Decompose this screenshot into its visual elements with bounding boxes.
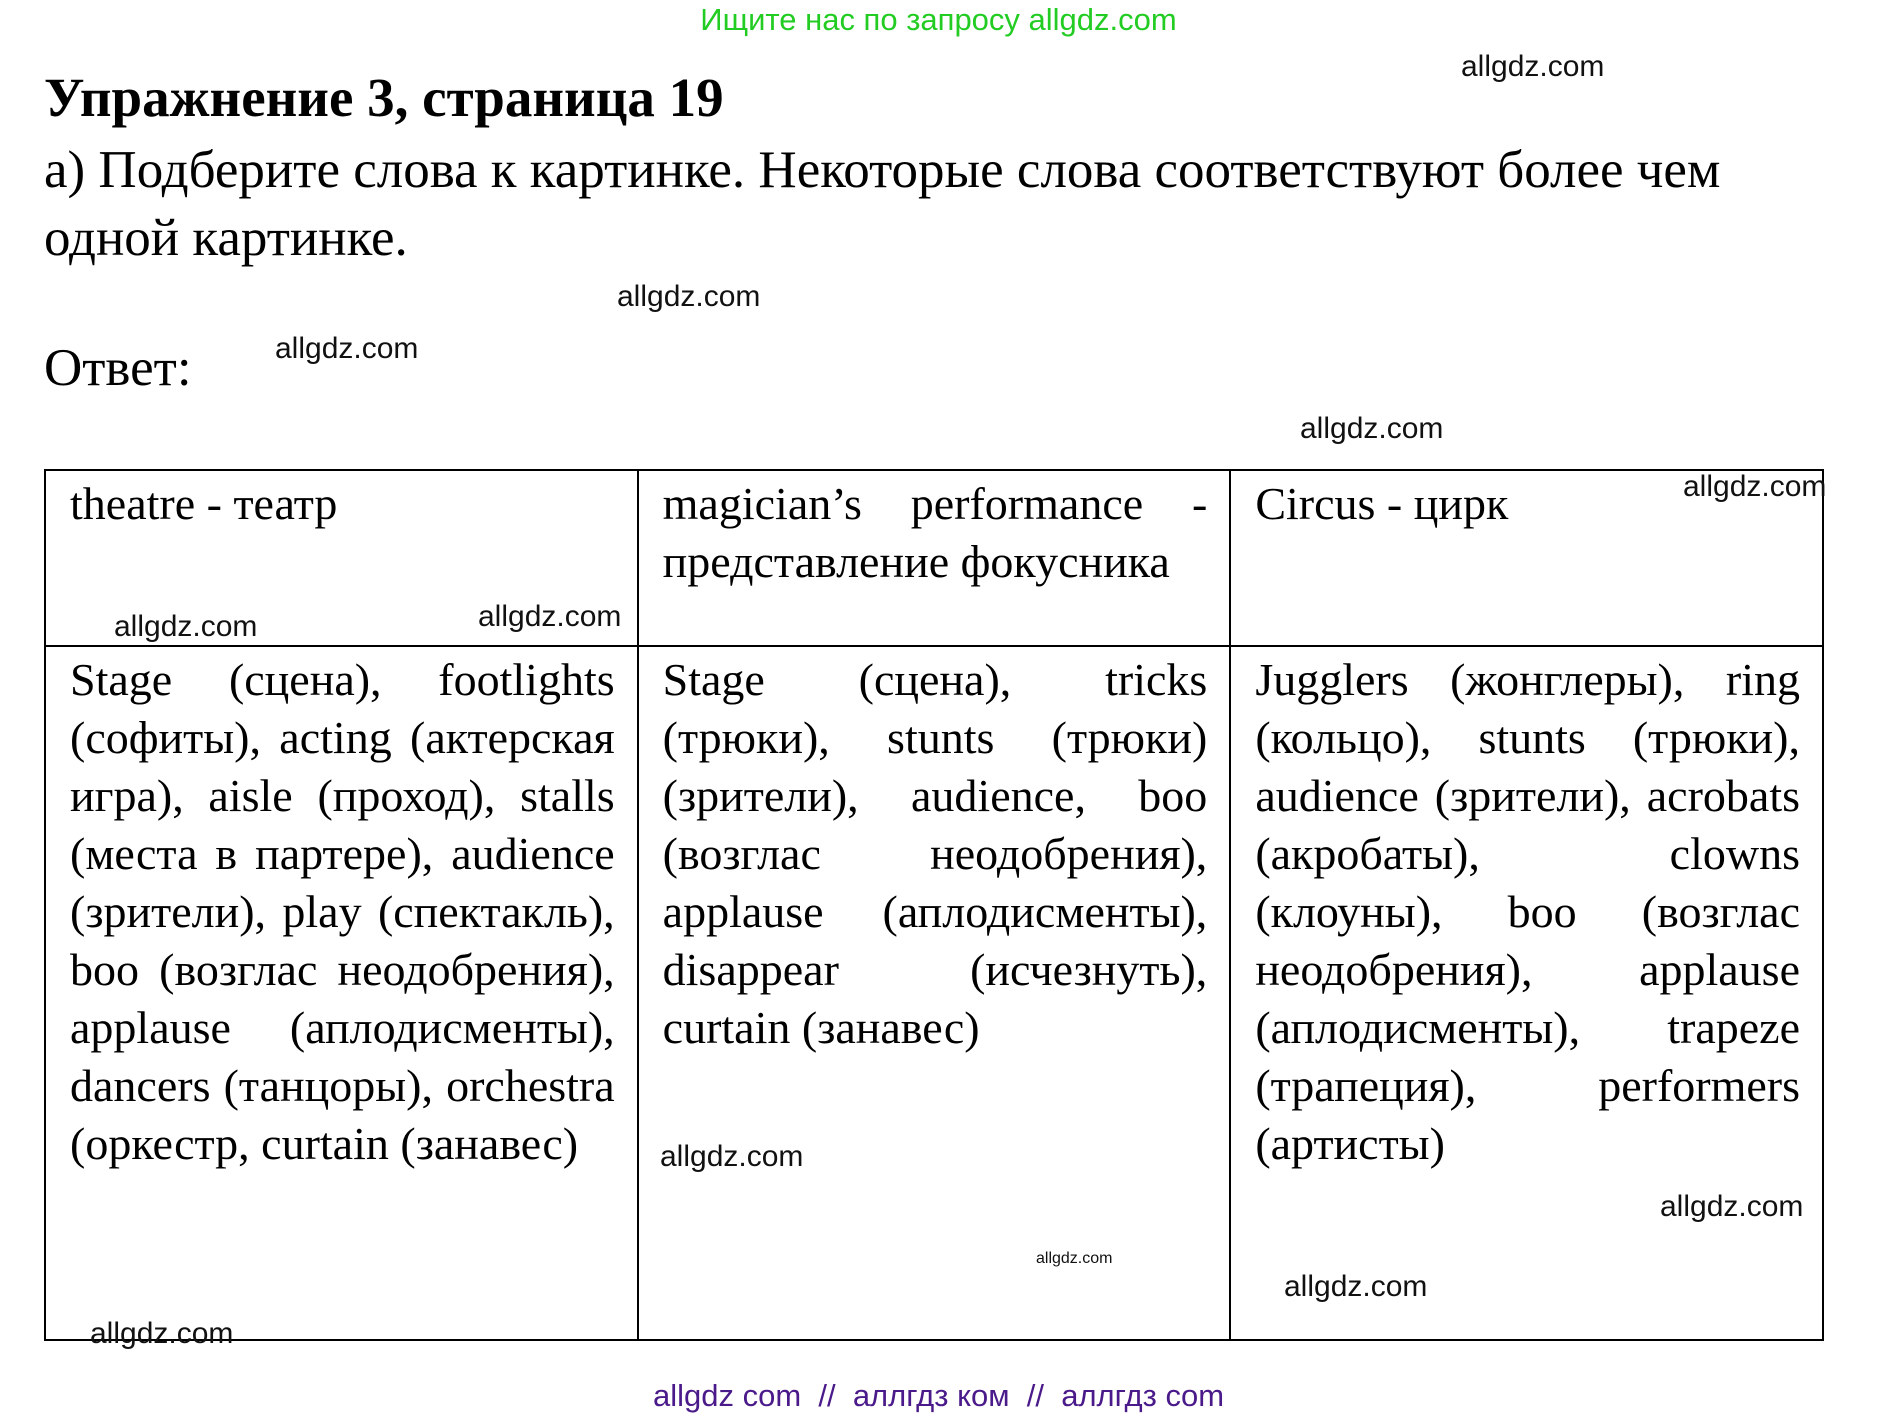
cell-magician: Stage (сцена), tricks (трюки), stunts (трюки) (зрители), audience, boo (возглас неодобрения), applause (аплодисменты), disappear (исчезнуть), curtain (занавес) bbox=[638, 646, 1231, 1340]
watermark: allgdz.com bbox=[1660, 1190, 1804, 1223]
table-header-row bbox=[45, 470, 1823, 646]
page-title: Упражнение 3, страница 19 bbox=[44, 67, 724, 128]
watermark: allgdz.com bbox=[90, 1317, 234, 1350]
header-magician: magician’s performance - представление фокусника bbox=[638, 470, 1231, 646]
footer-links: allgdz com // аллгдз ком // аллгдз com bbox=[652, 1378, 1225, 1413]
watermark: allgdz.com bbox=[617, 280, 761, 313]
watermark: allgdz.com bbox=[478, 600, 622, 633]
cell-theatre: Stage (сцена), footlights (софиты), acting (актерская игра), aisle (проход), stalls (места в партере), audience (зрители), play (спектакль), boo (возглас неодобрения), applause (аплодисменты), dancers (танцоры), orchestra (оркестр, curtain (занавес) bbox=[45, 646, 638, 1340]
cell-circus: Jugglers (жонглеры), ring (кольцо), stunts (трюки), audience (зрители), acrobats (акробаты), clowns (клоуны), boo (возглас неодобрения), applause (аплодисменты), trapeze (трапеция), performers (артисты) bbox=[1230, 646, 1823, 1340]
answer-table bbox=[44, 469, 1827, 1341]
table-row bbox=[45, 646, 1823, 1340]
task-text: а) Подберите слова к картинке. Некоторые слова соответствуют более чем одной картинке. bbox=[44, 141, 1721, 267]
watermark: allgdz.com bbox=[275, 332, 419, 365]
answer-label: Ответ: bbox=[44, 339, 192, 397]
watermark: allgdz.com bbox=[1683, 470, 1827, 503]
watermark: allgdz.com bbox=[1284, 1270, 1428, 1303]
search-banner: Ищите нас по запросу allgdz.com bbox=[700, 2, 1177, 37]
header-circus: Circus - цирк bbox=[1230, 470, 1823, 646]
watermark: allgdz.com bbox=[114, 610, 258, 643]
watermark: allgdz.com bbox=[660, 1140, 804, 1173]
watermark: allgdz.com bbox=[1300, 412, 1444, 445]
watermark: allgdz.com bbox=[1036, 1250, 1113, 1267]
watermark: allgdz.com bbox=[1461, 50, 1605, 83]
header-theatre: theatre - театр bbox=[45, 470, 638, 646]
